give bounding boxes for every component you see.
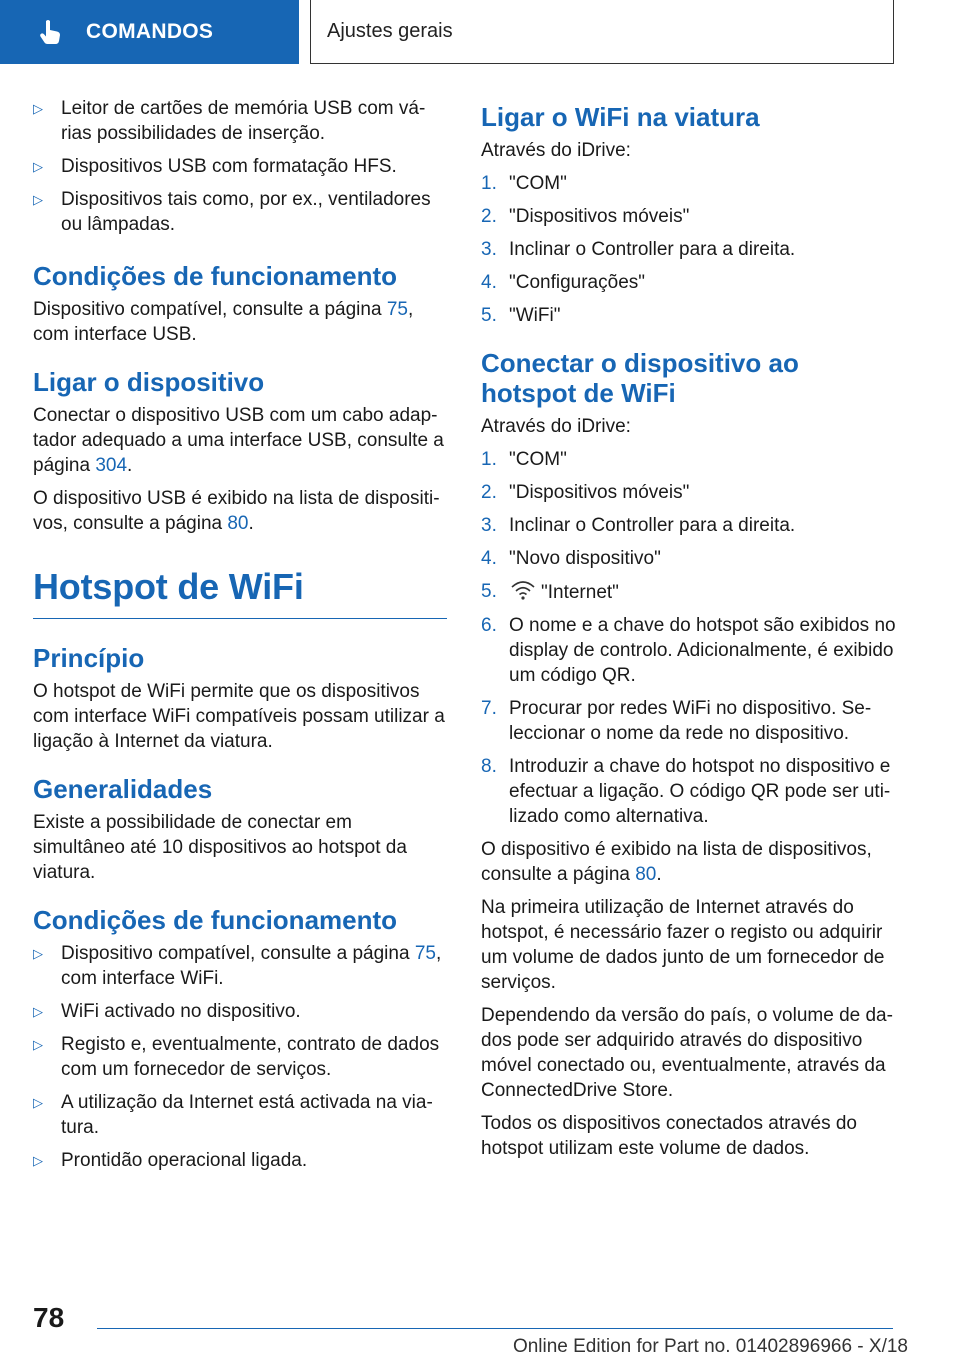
section-heading: Generalidades [33,774,213,804]
list-item: 1. "COM" [481,173,567,194]
list-item: 4. "Configurações" [481,272,646,293]
chapter-header [310,0,894,64]
paragraph: Conectar o dispositivo USB com um cabo adap-tador adequado a uma interface USB, consulte a página 304. [33,405,444,476]
list-item: ▷ Dispositivos USB com formatação HFS. [33,156,397,177]
page-link[interactable]: 80 [635,864,657,885]
paragraph: Através do iDrive: [481,140,631,161]
list-item: ▷ Dispositivo compatível, consulte a página 75, com interface WiFi. [33,943,442,989]
page-number: 78 [33,1302,65,1333]
right-column [481,96,899,1169]
paragraph: Dispositivo compatível, consulte a página 75, com interface USB. [33,299,414,345]
list-item: ▷ A utilização da Internet está activada na via-tura. [33,1092,433,1138]
page-link[interactable]: 75 [414,943,436,964]
page-link[interactable]: 75 [386,299,408,320]
footer-edition: Online Edition for Part no. 01402896966 - X/18 [512,1336,908,1357]
list-item: ▷ WiFi activado no dispositivo. [33,1001,301,1022]
triangle-bullet-icon: ▷ [33,1004,43,1019]
list-item: 2. "Dispositivos móveis" [481,206,690,227]
list-item: 7. Procurar por redes WiFi no dispositivo. Se-leccionar o nome da rede no dispositivo. [481,698,872,744]
list-item: 8. Introduzir a chave do hotspot no dispositivo e efectuar a ligação. O código QR pode ser uti-lizado como alternativa. [481,756,891,827]
list-item: 3. Inclinar o Controller para a direita. [481,515,796,536]
triangle-bullet-icon: ▷ [33,1037,43,1052]
paragraph: Todos os dispositivos conectados através do hotspot utilizam este volume de dados. [481,1113,857,1159]
chapter-title: Ajustes gerais [327,20,453,42]
list-item: 4. "Novo dispositivo" [481,548,661,569]
paragraph: O dispositivo é exibido na lista de dispositivos, consulte a página 80. [481,839,872,885]
list-item: 5. "Internet" [481,581,619,603]
left-column [33,96,447,1181]
list-item: ▷ Prontidão operacional ligada. [33,1150,308,1171]
section-heading: Conectar o dispositivo ao hotspot de WiFi [481,348,799,408]
page-link[interactable]: 80 [227,513,249,534]
list-item: 2. "Dispositivos móveis" [481,482,690,503]
page-link[interactable]: 304 [95,455,128,476]
list-item: 5. "WiFi" [481,305,561,326]
list-item: ▷ Dispositivos tais como, por ex., ventiladores ou lâmpadas. [33,189,431,235]
triangle-bullet-icon: ▷ [33,1095,43,1110]
section-heading: Ligar o dispositivo [33,367,265,397]
section-heading: Ligar o WiFi na viatura [481,102,760,132]
triangle-bullet-icon: ▷ [33,159,43,174]
paragraph: O dispositivo USB é exibido na lista de dispositi-vos, consulte a página 80. [33,488,440,534]
section-heading: Condições de funcionamento [33,905,398,935]
wifi-icon [509,579,537,601]
section-label: COMANDOS [86,20,214,43]
page-title: Hotspot de WiFi [33,566,447,619]
section-heading: Condições de funcionamento [33,261,398,291]
section-tab [0,0,299,64]
hand-pointer-icon [40,19,62,45]
list-item: ▷ Leitor de cartões de memória USB com vá-rias possibilidades de inserção. [33,98,426,144]
paragraph: Através do iDrive: [481,416,631,437]
triangle-bullet-icon: ▷ [33,101,43,116]
paragraph: Existe a possibilidade de conectar em simultâneo até 10 dispositivos ao hotspot da viatura. [33,812,407,883]
list-item: 1. "COM" [481,449,567,470]
list-item: 3. Inclinar o Controller para a direita. [481,239,796,260]
paragraph: O hotspot de WiFi permite que os dispositivos com interface WiFi compatíveis possam utilizar a ligação à Internet da viatura. [33,681,445,752]
footer-divider [97,1328,893,1329]
list-item: 6. O nome e a chave do hotspot são exibidos no display de controlo. Adicionalmente, é exibido um código QR. [481,615,896,686]
paragraph: Dependendo da versão do país, o volume de da-dos pode ser adquirido através do dispositivo móvel conectado ou, eventualmente, através da ConnectedDrive Store. [481,1005,893,1101]
paragraph: Na primeira utilização de Internet através do hotspot, é necessário fazer o registo ou adquirir um volume de dados junto de um fornecedor de serviços. [481,897,885,993]
triangle-bullet-icon: ▷ [33,946,43,961]
triangle-bullet-icon: ▷ [33,1153,43,1168]
triangle-bullet-icon: ▷ [33,192,43,207]
section-heading: Princípio [33,643,145,673]
list-item: ▷ Registo e, eventualmente, contrato de dados com um fornecedor de serviços. [33,1034,440,1080]
